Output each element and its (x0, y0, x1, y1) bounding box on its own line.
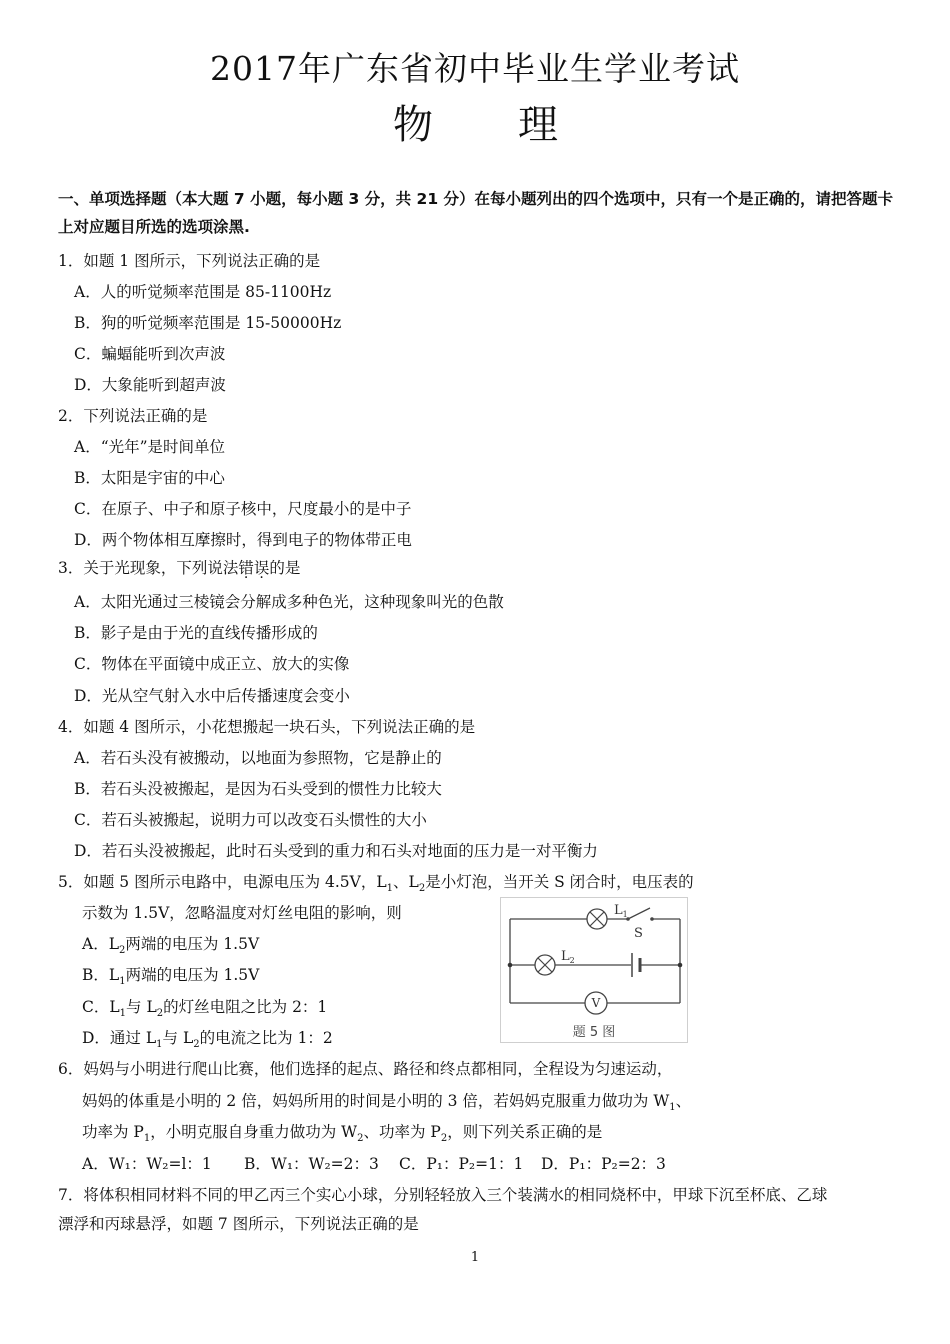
q7-line-2: 漂浮和丙球悬浮，如题 7 图所示，下列说法正确的是 (58, 1215, 419, 1233)
q5-option-b (82, 963, 259, 987)
q2-option-d: D．两个物体相互摩擦时，得到电子的物体带正电 (74, 531, 412, 549)
subscript: 1 (143, 1133, 151, 1145)
option-text: 的灯丝电阻之比为 2：1 (163, 998, 328, 1016)
subscript: 2 (119, 945, 126, 957)
q2-option-c: C．在原子、中子和原子核中，尺度最小的是中子 (74, 500, 412, 518)
switch-s-icon (628, 908, 650, 919)
option-text: C．L (82, 998, 120, 1016)
q3-emphasis-char-2: 误 (253, 559, 270, 577)
subscript: 1 (119, 1008, 127, 1020)
junction-dot (678, 963, 683, 968)
q6-option-c: C．P₁：P₂=1：1 (399, 1155, 524, 1173)
q1-option-a: A．人的听觉频率范围是 85-1100Hz (74, 283, 332, 301)
q6-option-b: B．W₁：W₂=2：3 (244, 1155, 379, 1173)
q3-emphasis-char-1: 错 (238, 559, 254, 577)
figure-caption: 题 5 图 (572, 1025, 616, 1040)
q5-option-a (82, 932, 259, 956)
q1-option-c: C．蝙蝠能听到次声波 (74, 345, 226, 363)
q5-option-c (82, 995, 327, 1019)
q3-option-d: D．光从空气射入水中后传播速度会变小 (74, 687, 350, 705)
q5-stem-part: 5．如题 5 图所示电路中，电源电压为 4.5V，L (58, 873, 387, 891)
subject-char-1: 物 (393, 102, 433, 148)
text-part: 妈妈的体重是小明的 2 倍，妈妈所用的时间是小明的 3 倍，若妈妈克服重力做功为 W (82, 1092, 670, 1110)
page-number: 1 (470, 1250, 480, 1265)
subscript: 1 (669, 1102, 676, 1114)
q3-option-c: C．物体在平面镜中成正立、放大的实像 (74, 655, 350, 673)
q4-stem: 4．如题 4 图所示，小花想搬起一块石头，下列说法正确的是 (58, 718, 476, 736)
option-text: A．L (82, 935, 119, 953)
q5-subscript: 1 (386, 883, 394, 895)
q7-line-1: 7．将体积相同材料不同的甲乙丙三个实心小球，分别轻轻放入三个装满水的相同烧杯中，甲球下沉至杯底、乙球 (58, 1186, 828, 1204)
option-text: 与 L (126, 998, 157, 1016)
text-part: 功率为 P (82, 1123, 144, 1141)
q5-stem-part: 是小灯泡，当开关 S 闭合时，电压表的 (425, 873, 694, 891)
q3-stem (58, 556, 300, 580)
option-text: 与 L (162, 1029, 194, 1047)
subscript: 2 (440, 1133, 448, 1145)
label-l1: $L_1$ (614, 903, 628, 919)
text-part: ，则下列关系正确的是 (447, 1123, 603, 1141)
q5-stem (58, 870, 694, 894)
q3-stem-suffix: 的是 (269, 559, 301, 577)
circuit-diagram (500, 897, 688, 1043)
q6-line-1: 6．妈妈与小明进行爬山比赛，他们选择的起点、路径和终点都相同，全程设为匀速运动， (58, 1060, 673, 1078)
q3-stem-prefix: 3．关于光现象，下列说法 (58, 559, 239, 577)
q1-option-d: D．大象能听到超声波 (74, 376, 226, 394)
q6-line-2 (82, 1089, 691, 1113)
q1-option-b: B．狗的听觉频率范围是 15-50000Hz (74, 314, 342, 332)
option-text: 两端的电压为 1.5V (125, 935, 260, 953)
junction-dot (508, 963, 513, 968)
q6-option-d: D．P₁：P₂=2：3 (541, 1155, 666, 1173)
subscript: 2 (156, 1008, 164, 1020)
text-part: 、 (675, 1092, 692, 1110)
q3-option-a: A．太阳光通过三棱镜会分解成多种色光，这种现象叫光的色散 (74, 593, 504, 611)
q2-option-b: B．太阳是宇宙的中心 (74, 469, 225, 487)
subscript: 1 (119, 976, 126, 988)
q3-option-b: B．影子是由于光的直线传播形成的 (74, 624, 318, 642)
label-v: V (591, 996, 601, 1010)
q2-option-a: A．“光年”是时间单位 (74, 438, 226, 456)
text-part: ，小明克服自身重力做功为 W (150, 1123, 358, 1141)
q5-stem-part: 、L (393, 873, 419, 891)
subscript: 2 (357, 1133, 364, 1145)
q2-stem: 2．下列说法正确的是 (58, 407, 208, 425)
q4-option-c: C．若石头被搬起，说明力可以改变石头惯性的大小 (74, 811, 427, 829)
option-text: 两端的电压为 1.5V (125, 966, 260, 984)
subscript: 1 (156, 1039, 163, 1051)
q4-option-d: D．若石头没被搬起，此时石头受到的重力和石头对地面的压力是一对平衡力 (74, 842, 598, 860)
q4-option-a: A．若石头没有被搬动，以地面为参照物，它是静止的 (74, 749, 442, 767)
circuit-figure-5 (500, 897, 688, 1043)
option-text: B．L (82, 966, 120, 984)
q5-stem-line-2: 示数为 1.5V，忽略温度对灯丝电阻的影响，则 (82, 904, 402, 922)
text-part: 、功率为 P (363, 1123, 441, 1141)
label-s: S (634, 926, 643, 941)
option-text: D．通过 L (82, 1029, 157, 1047)
section-heading: 一、单项选择题（本大题 7 小题，每小题 3 分，共 21 分）在每小题列出的四个选项中，只有一个是正确的，请把答题卡上对应题目所选的选项涂黑. (58, 190, 894, 236)
q6-line-3 (82, 1120, 602, 1144)
q1-stem: 1．如题 1 图所示，下列说法正确的是 (58, 252, 321, 270)
exam-title: 2017年广东省初中毕业生学业考试 (210, 49, 740, 88)
subscript: 2 (193, 1039, 200, 1051)
q6-option-a: A．W₁：W₂=l：1 (82, 1155, 212, 1173)
option-text: 的电流之比为 1：2 (199, 1029, 333, 1047)
q5-subscript: 2 (418, 883, 426, 895)
subject-char-2: 理 (518, 102, 558, 148)
q4-option-b: B．若石头没被搬起，是因为石头受到的惯性力比较大 (74, 780, 442, 798)
q5-option-d (82, 1026, 333, 1050)
label-l2: $L_2$ (561, 949, 575, 965)
